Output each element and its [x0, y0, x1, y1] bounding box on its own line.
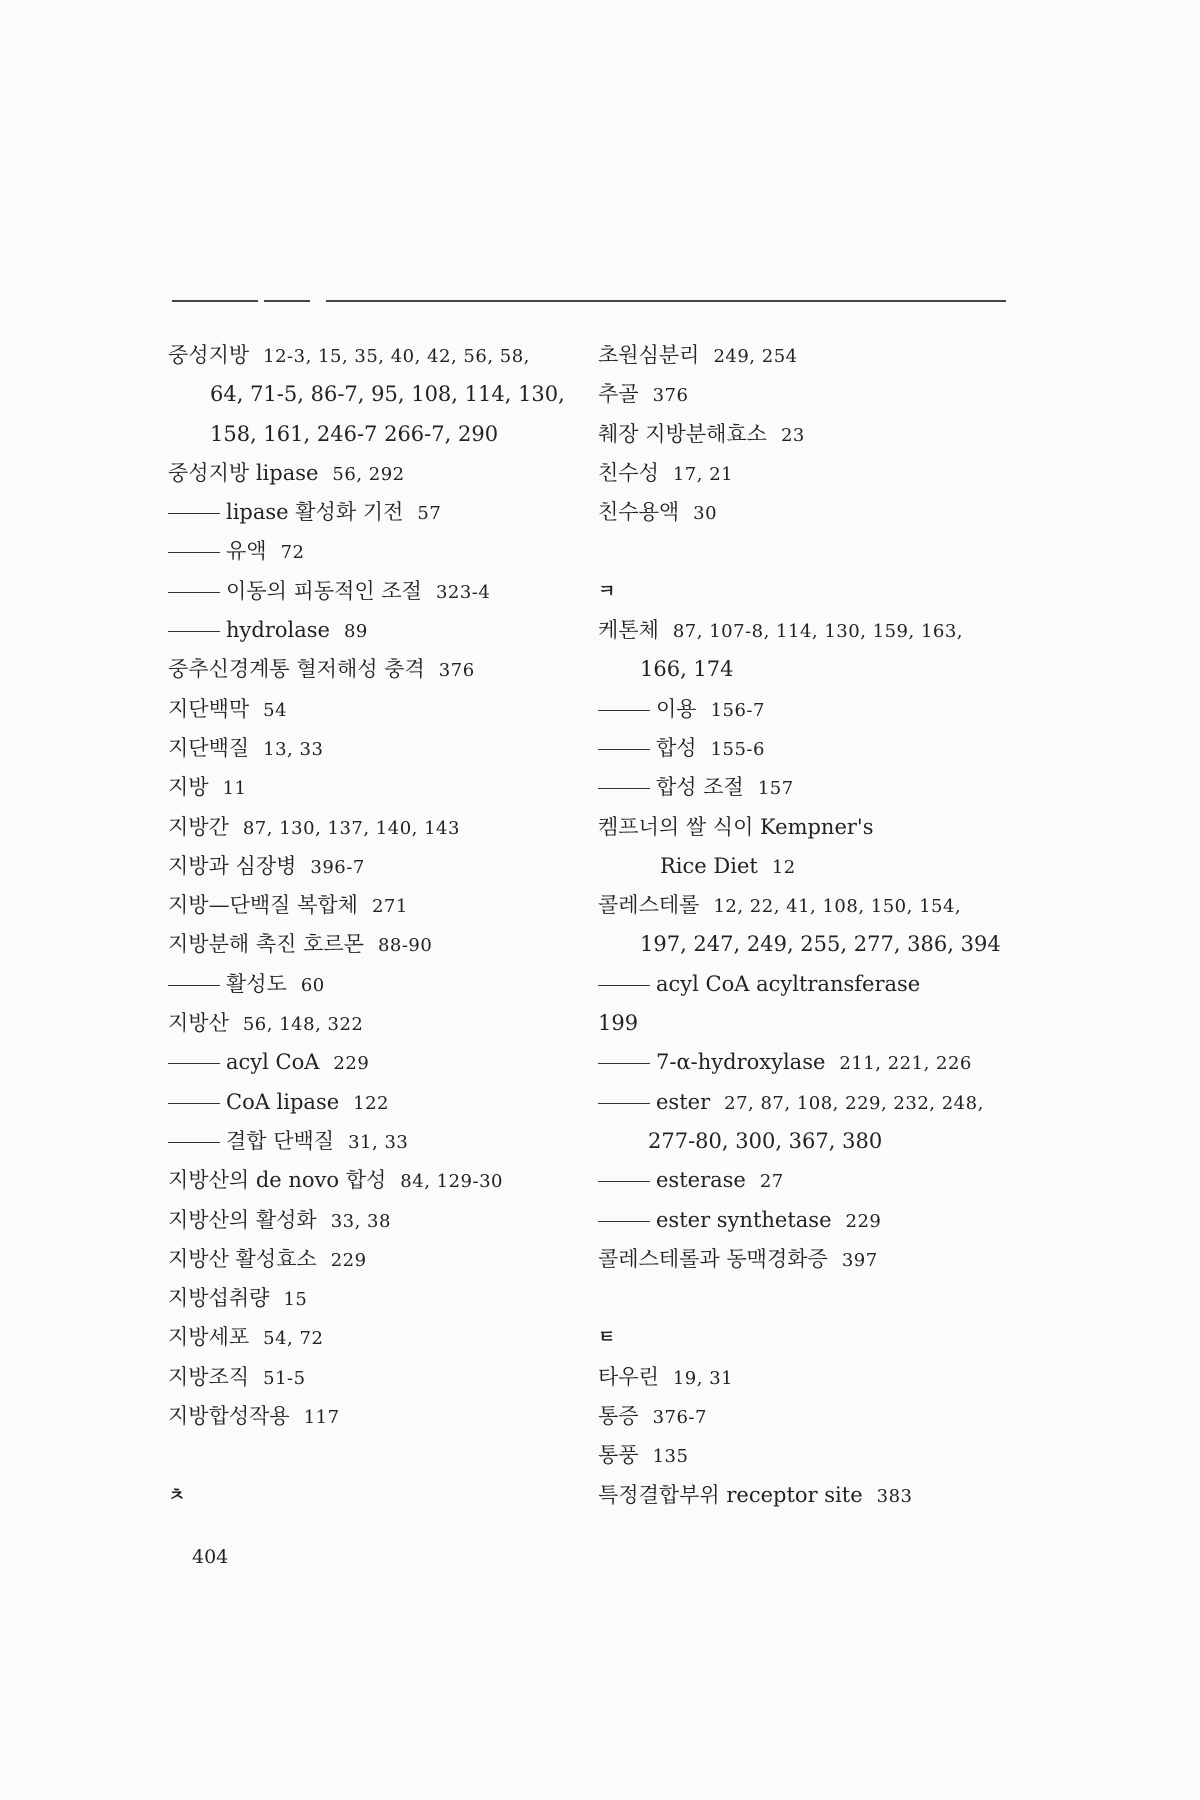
header-rule-segment — [172, 300, 258, 302]
index-subentry: 이동의 피동적인 조절 323-4 — [168, 572, 588, 611]
index-entry: 지방산의 활성화 33, 38 — [168, 1207, 391, 1232]
index-entry: 초원심분리 249, 254 — [598, 343, 798, 367]
section-heading: ㅋ — [598, 580, 616, 602]
index-entry: 콜레스테롤과 동맥경화증 397 — [598, 1246, 878, 1271]
index-entry: 췌장 지방분해효소 23 — [598, 421, 805, 446]
index-entry: 켐프너의 쌀 식이 Kempner's — [598, 814, 874, 839]
index-subentry: acyl CoA acyltransferase — [598, 965, 1028, 1004]
index-entry: 콜레스테롤 12, 22, 41, 108, 150, 154, — [598, 893, 962, 918]
index-entry: 지방산 활성효소 229 — [168, 1246, 367, 1271]
index-entry: 지방조직 51-5 — [168, 1364, 306, 1389]
index-subentry: 결합 단백질 31, 33 — [168, 1122, 588, 1161]
index-subentry: 이용 156-7 — [598, 690, 1028, 729]
index-entry-continuation: 199 — [598, 1011, 639, 1036]
index-entry: 지방과 심장병 396-7 — [168, 853, 365, 878]
index-entry: 케톤체 87, 107-8, 114, 130, 159, 163, — [598, 618, 964, 643]
section-heading: ㅌ — [598, 1327, 616, 1349]
index-subentry: hydrolase 89 — [168, 611, 588, 650]
index-entry: 지단백질 13, 33 — [168, 735, 324, 760]
blank-line — [598, 1279, 1028, 1318]
index-entry: 지방간 87, 130, 137, 140, 143 — [168, 814, 460, 839]
index-subentry: acyl CoA 229 — [168, 1043, 588, 1082]
index-entry: 지방산 56, 148, 322 — [168, 1011, 364, 1036]
index-entry: 중성지방 12-3, 15, 35, 40, 42, 56, 58, — [168, 343, 530, 367]
index-entry: 지방—단백질 복합체 271 — [168, 893, 408, 918]
index-subentry: 합성 155-6 — [598, 729, 1028, 768]
header-rule-segment — [264, 300, 310, 302]
index-entry: 통증 376-7 — [598, 1404, 707, 1429]
index-subentry: 활성도 60 — [168, 965, 588, 1004]
index-entry-continuation: 166, 174 — [640, 657, 734, 682]
index-entry: 친수용액 30 — [598, 500, 718, 525]
index-entry: 타우린 19, 31 — [598, 1364, 734, 1389]
index-subentry: 7-α-hydroxylase 211, 221, 226 — [598, 1043, 1028, 1082]
index-subentry: esterase 27 — [598, 1161, 1028, 1200]
index-entry-continuation: 197, 247, 249, 255, 277, 386, 394 — [640, 932, 1001, 957]
index-column-right — [598, 336, 1028, 1515]
index-entry: 친수성 17, 21 — [598, 460, 734, 485]
index-entry-continuation: 158, 161, 246-7 266-7, 290 — [210, 421, 499, 446]
index-entry: 지방섭취량 15 — [168, 1286, 308, 1311]
index-subentry: 유액 72 — [168, 532, 588, 571]
index-entry-continuation: 64, 71-5, 86-7, 95, 108, 114, 130, — [210, 382, 565, 407]
index-entry: 통풍 135 — [598, 1443, 689, 1468]
index-entry: 추골 376 — [598, 382, 689, 407]
index-entry: 지방합성작용 117 — [168, 1404, 340, 1429]
index-subentry: 합성 조절 157 — [598, 768, 1028, 807]
index-entry: 중성지방 lipase 56, 292 — [168, 460, 405, 485]
index-subentry: ester synthetase 229 — [598, 1201, 1028, 1240]
index-entry: 지방분해 촉진 호르몬 88-90 — [168, 932, 433, 957]
blank-line — [168, 1436, 588, 1475]
index-subentry: ester 27, 87, 108, 229, 232, 248, — [598, 1083, 1028, 1122]
index-entry: 특정결합부위 receptor site 383 — [598, 1482, 913, 1507]
blank-line — [598, 532, 1028, 571]
index-column-left — [168, 336, 588, 1515]
header-rule — [326, 300, 1006, 302]
section-heading: ㅊ — [168, 1484, 186, 1506]
index-entry-continuation: Rice Diet 12 — [660, 853, 796, 878]
index-entry: 지방세포 54, 72 — [168, 1325, 324, 1350]
index-subentry: CoA lipase 122 — [168, 1083, 588, 1122]
index-entry: 중추신경계통 혈저해성 충격 376 — [168, 657, 475, 682]
index-entry-continuation: 277-80, 300, 367, 380 — [648, 1128, 883, 1153]
index-entry: 지단백막 54 — [168, 696, 288, 721]
page-number: 404 — [192, 1546, 229, 1568]
index-subentry: lipase 활성화 기전 57 — [168, 493, 588, 532]
index-entry: 지방 11 — [168, 775, 247, 800]
index-entry: 지방산의 de novo 합성 84, 129-30 — [168, 1168, 503, 1193]
